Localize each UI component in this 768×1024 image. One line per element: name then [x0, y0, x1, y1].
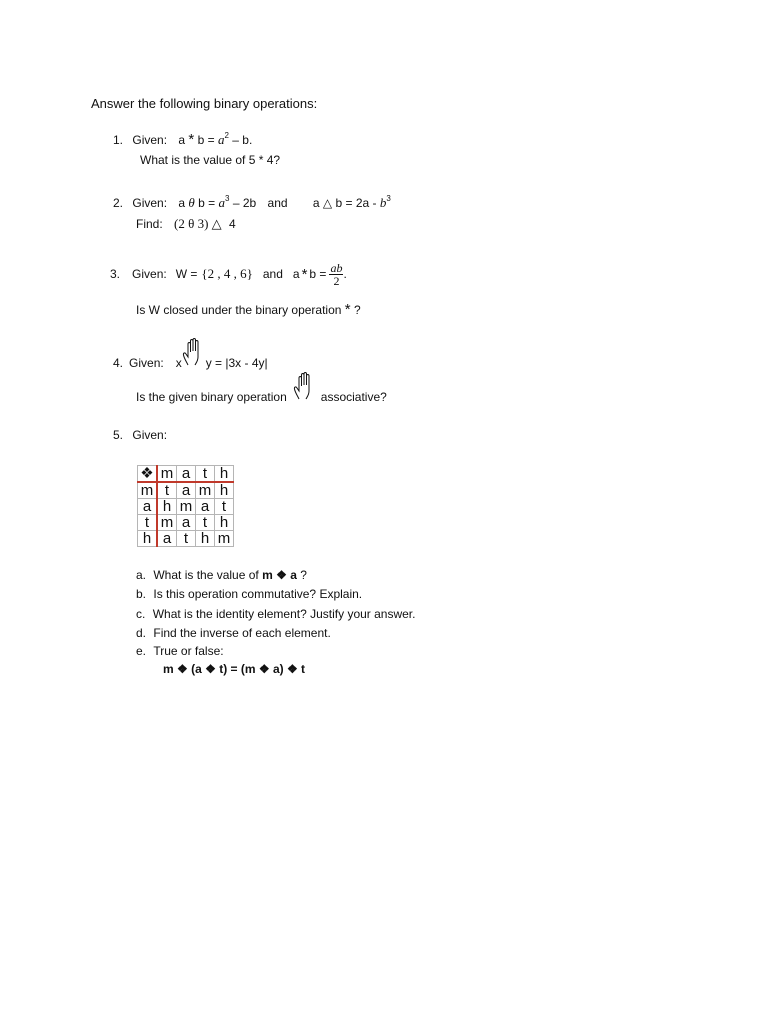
table-header-cell: t	[196, 466, 215, 483]
sub-question-letter: d.	[136, 626, 147, 640]
table-row-header: h	[138, 531, 158, 547]
table-row-header: t	[138, 515, 158, 531]
table-header-row	[138, 466, 234, 483]
exponent: 3	[386, 194, 391, 203]
table-row	[138, 482, 234, 499]
sub-question-text: Is this operation commutative? Explain.	[153, 587, 363, 601]
table-cell: h	[157, 499, 177, 515]
exponent: 3	[225, 194, 230, 203]
set-w-label: W =	[175, 267, 198, 281]
sub-question-letter: c.	[136, 607, 146, 621]
table-cell: t	[157, 482, 177, 499]
table-cell: a	[196, 499, 215, 515]
and-text: and	[262, 267, 283, 281]
find-value: 4	[229, 217, 236, 231]
hand-operator-icon	[182, 337, 204, 370]
var-a: a	[178, 133, 186, 147]
exponent: 2	[224, 131, 229, 140]
given-label: Given:	[132, 267, 167, 281]
var-a: a	[178, 196, 186, 210]
question-4-text	[136, 374, 387, 404]
equation-text: b =	[309, 267, 327, 281]
var-a-italic: a	[218, 195, 226, 210]
question-5-given	[113, 428, 167, 442]
sub-question-text: True or false:	[153, 644, 224, 658]
table-cell: t	[215, 499, 234, 515]
table-header-cell: m	[157, 466, 177, 483]
sub-question-e	[136, 644, 224, 658]
table-row-header: a	[138, 499, 158, 515]
question-text: associative?	[320, 390, 387, 404]
var-x: x	[175, 356, 182, 370]
question-text: Is the given binary operation	[136, 390, 287, 404]
sub-question-text: What is the value of	[153, 568, 259, 582]
given-label: Given:	[132, 196, 168, 210]
given-label: Given:	[132, 133, 168, 147]
table-cell: h	[215, 482, 234, 499]
find-label: Find:	[136, 217, 163, 231]
question-2-given	[113, 195, 391, 211]
operation-table	[137, 465, 234, 547]
equation-text: b =	[198, 196, 216, 210]
table-row	[138, 499, 234, 515]
star-operator: *	[301, 265, 308, 283]
table-cell: t	[196, 515, 215, 531]
table-cell: m	[196, 482, 215, 499]
fraction-denominator: 2	[333, 273, 340, 288]
question-number: 5.	[113, 428, 124, 442]
question-2-find	[136, 216, 236, 232]
question-number: 3.	[110, 267, 121, 281]
sub-question-text: Find the inverse of each element.	[153, 626, 331, 640]
sub-question-expression: m ❖ a	[262, 568, 297, 582]
question-number: 4.	[113, 356, 124, 370]
fraction-numerator: ab	[330, 260, 343, 275]
theta-operator: θ	[188, 195, 195, 210]
question-3-text	[136, 301, 361, 318]
equation-text: b =	[197, 133, 215, 147]
sub-question-letter: a.	[136, 568, 147, 582]
fraction	[329, 262, 343, 287]
period: .	[343, 267, 347, 281]
table-row	[138, 531, 234, 547]
sub-question-text: What is the identity element? Justify your answer.	[152, 607, 416, 621]
equation-text: b = 2a -	[335, 196, 377, 210]
sub-question-c	[136, 607, 415, 621]
table-cell: t	[177, 531, 196, 547]
table-corner: ❖	[138, 466, 158, 483]
table-cell: a	[177, 482, 196, 499]
table-header-cell: a	[177, 466, 196, 483]
equation-text: y = |3x - 4y|	[205, 356, 268, 370]
table-cell: a	[177, 515, 196, 531]
equation-text: – 2b	[232, 196, 257, 210]
table-row	[138, 515, 234, 531]
sub-question-letter: b.	[136, 587, 147, 601]
table-cell: m	[177, 499, 196, 515]
associativity-statement: m ❖ (a ❖ t) = (m ❖ a) ❖ t	[163, 662, 306, 676]
table-header-cell: h	[215, 466, 234, 483]
table-cell: h	[215, 515, 234, 531]
sub-question-a	[136, 568, 307, 582]
star-operator: *	[344, 301, 351, 318]
find-expression: (2 θ 3) △	[174, 216, 222, 231]
given-label: Given:	[129, 356, 164, 370]
table-cell: h	[196, 531, 215, 547]
var-b-italic: b	[379, 195, 387, 210]
question-4-given	[113, 340, 268, 370]
table-cell: a	[157, 531, 177, 547]
question-1-text: What is the value of 5 * 4?	[140, 153, 281, 167]
question-mark: ?	[300, 568, 307, 582]
question-number: 1.	[113, 133, 124, 147]
and-text: and	[267, 196, 288, 210]
table-row-header: m	[138, 482, 158, 499]
equation-text: – b.	[232, 133, 253, 147]
intro-text: Answer the following binary operations:	[91, 96, 318, 111]
delta-operator: △	[322, 196, 333, 210]
sub-question-b	[136, 587, 362, 601]
question-text: Is W closed under the binary operation	[136, 303, 342, 317]
question-mark: ?	[353, 303, 361, 317]
var-a: a	[292, 267, 300, 281]
hand-operator-icon	[293, 371, 315, 404]
star-operator: *	[188, 131, 195, 148]
set-w-values: {2 , 4 , 6}	[201, 266, 253, 281]
question-number: 2.	[113, 196, 124, 210]
given-label: Given:	[132, 428, 168, 442]
var-a-italic: a	[217, 132, 225, 147]
sub-question-d	[136, 626, 331, 640]
table-cell: m	[157, 515, 177, 531]
question-1-given	[113, 131, 252, 148]
var-a: a	[312, 196, 320, 210]
sub-question-letter: e.	[136, 644, 147, 658]
question-3-given	[110, 257, 347, 291]
table-cell: m	[215, 531, 234, 547]
